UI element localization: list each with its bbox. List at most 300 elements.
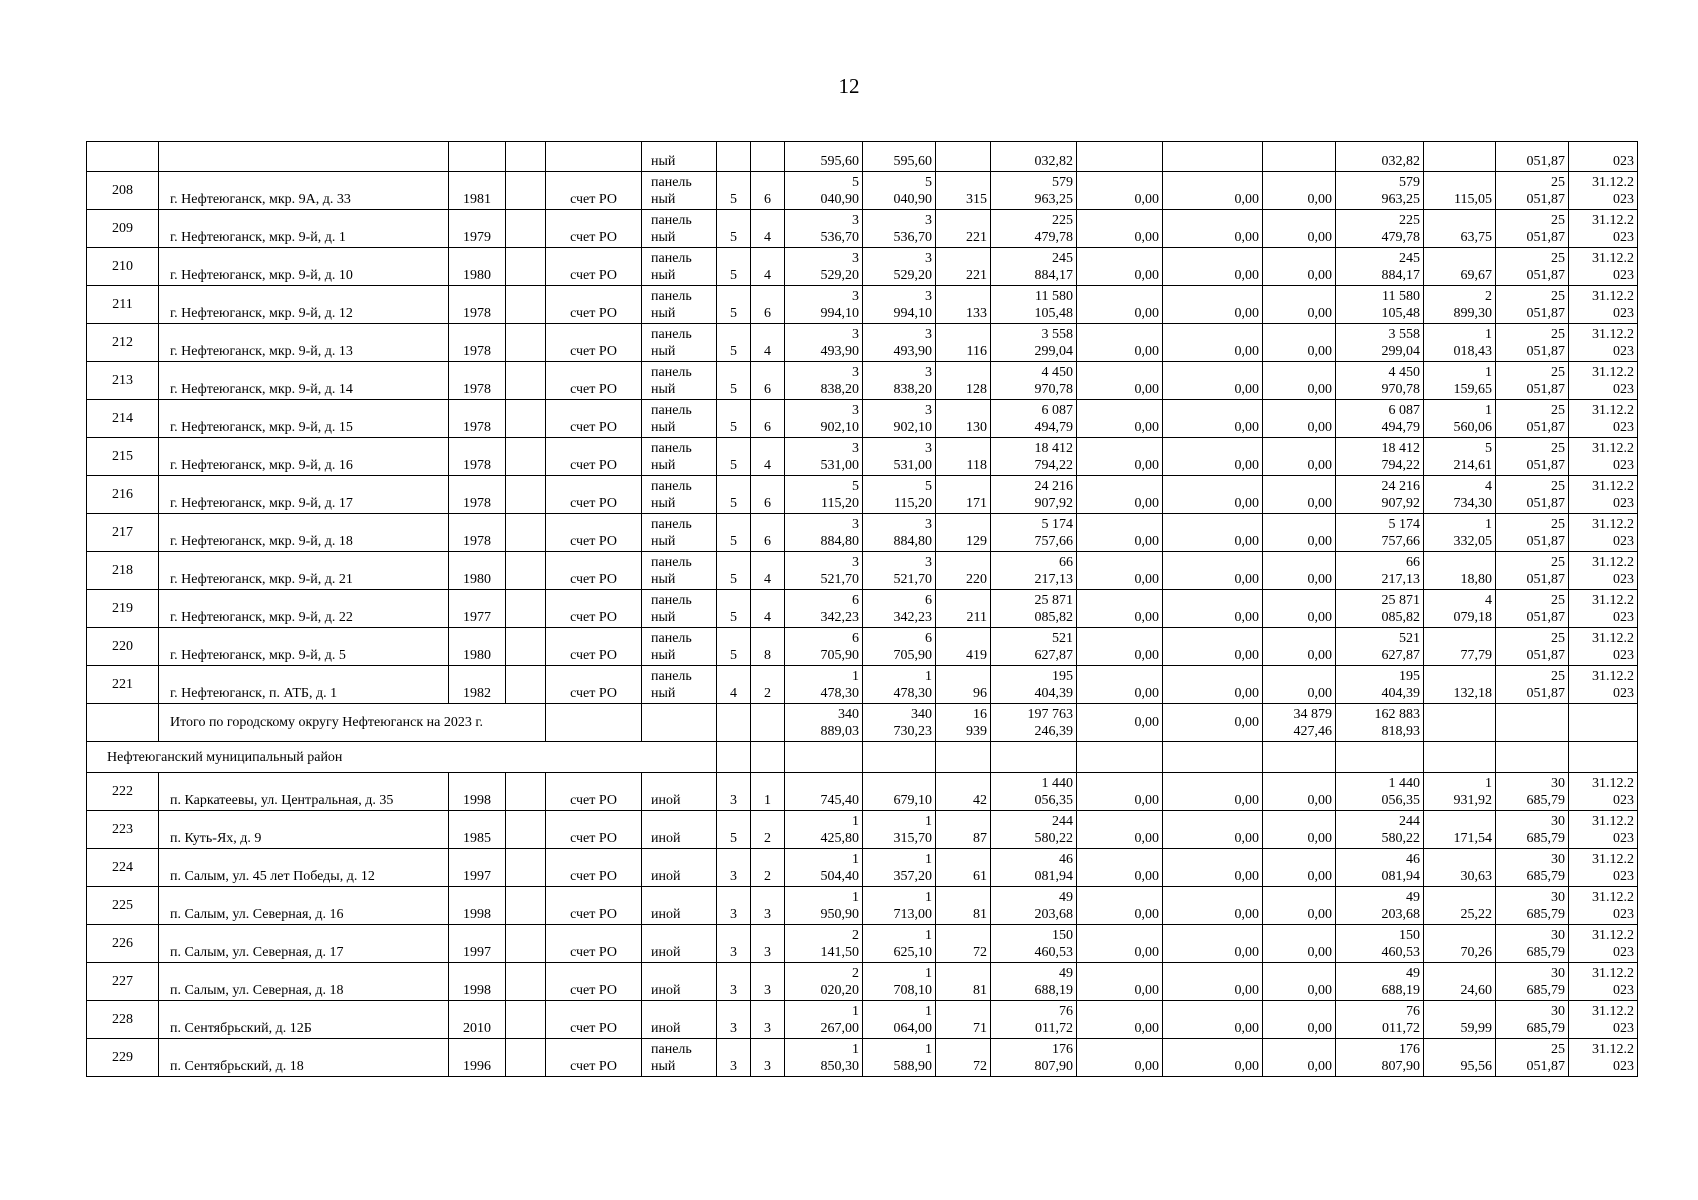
table-row	[87, 210, 1638, 248]
table-cell: 221	[936, 210, 991, 248]
table-cell: 4 079,18	[1424, 590, 1496, 628]
table-cell: п. Салым, ул. Северная, д. 17	[159, 925, 449, 963]
table-cell: 214	[87, 400, 159, 438]
table-cell: 5	[717, 590, 751, 628]
table-cell: 1980	[449, 628, 506, 666]
table-cell: панель ный	[642, 324, 717, 362]
table-cell: 3 531,00	[785, 438, 863, 476]
table-cell: 24 216 907,92	[1336, 476, 1424, 514]
table-cell: 30 685,79	[1496, 1001, 1569, 1039]
table-cell: 3 521,70	[863, 552, 936, 590]
table-cell: 128	[936, 362, 991, 400]
table-cell: 0,00	[1263, 438, 1336, 476]
table-cell: 0,00	[1163, 400, 1263, 438]
table-cell: 31.12.2 023	[1569, 438, 1638, 476]
table-cell: 1 440 056,35	[991, 773, 1077, 811]
table-cell: 221	[936, 248, 991, 286]
table-cell: 0,00	[1263, 1001, 1336, 1039]
table-cell: 3	[717, 887, 751, 925]
table-cell: 1 357,20	[863, 849, 936, 887]
table-cell: 1981	[449, 172, 506, 210]
table-cell: 0,00	[1077, 1001, 1163, 1039]
table-cell: г. Нефтеюганск, мкр. 9-й, д. 5	[159, 628, 449, 666]
table-cell: панель ный	[642, 362, 717, 400]
table-cell	[87, 142, 159, 172]
table-cell: 1978	[449, 400, 506, 438]
table-row	[87, 476, 1638, 514]
table-cell: иной	[642, 963, 717, 1001]
table-cell: 31.12.2 023	[1569, 849, 1638, 887]
table-cell: 3 994,10	[785, 286, 863, 324]
table-cell: 225	[87, 887, 159, 925]
table-row	[87, 925, 1638, 963]
table-cell	[1424, 704, 1496, 742]
section-title: Нефтеюганский муниципальный район	[87, 742, 717, 773]
table-cell: 5 040,90	[785, 172, 863, 210]
table-cell: 228	[87, 1001, 159, 1039]
table-cell: счет РО	[546, 963, 642, 1001]
table-cell: 245 884,17	[991, 248, 1077, 286]
table-cell	[87, 704, 159, 742]
table-cell: панель ный	[642, 1039, 717, 1077]
table-cell: 0,00	[1077, 887, 1163, 925]
table-cell: 595,60	[863, 142, 936, 172]
table-cell: 18 412 794,22	[1336, 438, 1424, 476]
table-cell: 4	[751, 552, 785, 590]
table-cell: 211	[87, 286, 159, 324]
table-cell: 0,00	[1077, 400, 1163, 438]
table-cell: 30 685,79	[1496, 811, 1569, 849]
table-cell: счет РО	[546, 210, 642, 248]
table-cell: 132,18	[1424, 666, 1496, 704]
table-cell: 72	[936, 1039, 991, 1077]
table-cell: 5	[717, 248, 751, 286]
table-cell: 46 081,94	[991, 849, 1077, 887]
table-cell: 244 580,22	[991, 811, 1077, 849]
table-cell: 4 450 970,78	[1336, 362, 1424, 400]
table-cell: 0,00	[1263, 666, 1336, 704]
table-cell: п. Салым, ул. Северная, д. 16	[159, 887, 449, 925]
table-cell	[506, 666, 546, 704]
table-cell: 0,00	[1263, 925, 1336, 963]
table-cell: 220	[87, 628, 159, 666]
table-cell: 3	[717, 849, 751, 887]
table-cell: 25 871 085,82	[991, 590, 1077, 628]
table-cell: г. Нефтеюганск, мкр. 9-й, д. 18	[159, 514, 449, 552]
total-row	[87, 704, 1638, 742]
table-cell: 31.12.2 023	[1569, 172, 1638, 210]
table-cell: 49 688,19	[1336, 963, 1424, 1001]
table-cell: 171,54	[1424, 811, 1496, 849]
table-cell: панель ный	[642, 628, 717, 666]
table-cell	[1077, 142, 1163, 172]
table-cell: 24 216 907,92	[991, 476, 1077, 514]
table-cell: 0,00	[1077, 811, 1163, 849]
table-cell: 0,00	[1077, 248, 1163, 286]
table-cell: 0,00	[1077, 773, 1163, 811]
table-cell: 59,99	[1424, 1001, 1496, 1039]
table-cell: 0,00	[1263, 811, 1336, 849]
table-cell: иной	[642, 887, 717, 925]
table-cell: иной	[642, 849, 717, 887]
table-cell: 032,82	[1336, 142, 1424, 172]
table-cell: 3 531,00	[863, 438, 936, 476]
table-cell: 25 051,87	[1496, 552, 1569, 590]
table-cell: 3	[751, 1001, 785, 1039]
table-cell: 1997	[449, 925, 506, 963]
table-cell: 2	[751, 666, 785, 704]
table-cell: п. Салым, ул. 45 лет Победы, д. 12	[159, 849, 449, 887]
table-cell: 8	[751, 628, 785, 666]
table-cell: панель ный	[642, 590, 717, 628]
table-cell: 31.12.2 023	[1569, 248, 1638, 286]
table-cell: 61	[936, 849, 991, 887]
table-cell: 3 521,70	[785, 552, 863, 590]
table-cell: 0,00	[1077, 849, 1163, 887]
table-cell: п. Салым, ул. Северная, д. 18	[159, 963, 449, 1001]
table-cell: 31.12.2 023	[1569, 286, 1638, 324]
table-row	[87, 1039, 1638, 1077]
table-cell: счет РО	[546, 552, 642, 590]
table-cell: 162 883 818,93	[1336, 704, 1424, 742]
table-cell: 745,40	[785, 773, 863, 811]
table-cell: г. Нефтеюганск, мкр. 9-й, д. 12	[159, 286, 449, 324]
table-cell: 76 011,72	[1336, 1001, 1424, 1039]
table-cell: 5	[717, 324, 751, 362]
table-cell: 5	[717, 628, 751, 666]
table-cell: счет РО	[546, 773, 642, 811]
table-cell: 3	[717, 1039, 751, 1077]
table-cell	[1263, 142, 1336, 172]
table-cell: г. Нефтеюганск, мкр. 9-й, д. 22	[159, 590, 449, 628]
table-cell: 5	[717, 552, 751, 590]
table-cell: 5	[717, 400, 751, 438]
table-cell: 150 460,53	[1336, 925, 1424, 963]
table-cell: 115,05	[1424, 172, 1496, 210]
table-cell: 1978	[449, 476, 506, 514]
table-cell: 224	[87, 849, 159, 887]
table-cell: 215	[87, 438, 159, 476]
table-cell: 0,00	[1163, 887, 1263, 925]
table-cell: счет РО	[546, 286, 642, 324]
table-cell: п. Куть-Ях, д. 9	[159, 811, 449, 849]
table-cell: панель ный	[642, 172, 717, 210]
table-row	[87, 963, 1638, 1001]
table-cell: 1998	[449, 887, 506, 925]
table-cell	[506, 438, 546, 476]
table-cell: счет РО	[546, 628, 642, 666]
table-cell: 70,26	[1424, 925, 1496, 963]
table-cell	[1569, 704, 1638, 742]
table-cell: счет РО	[546, 925, 642, 963]
table-cell: 210	[87, 248, 159, 286]
table-cell: г. Нефтеюганск, мкр. 9-й, д. 16	[159, 438, 449, 476]
table-cell: 129	[936, 514, 991, 552]
table-cell: 76 011,72	[991, 1001, 1077, 1039]
table-cell: 49 688,19	[991, 963, 1077, 1001]
table-cell: 0,00	[1163, 1001, 1263, 1039]
table-cell: 0,00	[1163, 811, 1263, 849]
table-cell	[506, 773, 546, 811]
table-cell: 3 902,10	[785, 400, 863, 438]
table-cell: 5 174 757,66	[991, 514, 1077, 552]
table-cell: 25 051,87	[1496, 514, 1569, 552]
table-cell: 3 838,20	[785, 362, 863, 400]
table-cell: 1 064,00	[863, 1001, 936, 1039]
table-cell: иной	[642, 1001, 717, 1039]
table-cell: 0,00	[1077, 925, 1163, 963]
table-cell: 6	[751, 172, 785, 210]
table-cell: 6	[751, 514, 785, 552]
table-cell: счет РО	[546, 400, 642, 438]
table-cell: панель ный	[642, 552, 717, 590]
table-cell: 171	[936, 476, 991, 514]
table-cell: 1 588,90	[863, 1039, 936, 1077]
table-cell: 4	[751, 590, 785, 628]
table-cell: панель ный	[642, 248, 717, 286]
table-cell: 133	[936, 286, 991, 324]
table-cell	[506, 172, 546, 210]
table-cell: 226	[87, 925, 159, 963]
table-cell: 1998	[449, 963, 506, 1001]
table-cell: 218	[87, 552, 159, 590]
table-cell: 1 267,00	[785, 1001, 863, 1039]
table-cell: 3	[751, 963, 785, 1001]
table-cell	[506, 514, 546, 552]
table-cell: 25 051,87	[1496, 172, 1569, 210]
table-cell: 72	[936, 925, 991, 963]
table-cell: 1978	[449, 514, 506, 552]
table-cell: 25 051,87	[1496, 628, 1569, 666]
table-cell	[506, 887, 546, 925]
table-cell: 3	[717, 925, 751, 963]
table-cell: 5 040,90	[863, 172, 936, 210]
table-cell: 1978	[449, 324, 506, 362]
table-cell: 579 963,25	[991, 172, 1077, 210]
table-cell	[449, 142, 506, 172]
table-row	[87, 1001, 1638, 1039]
table-cell: 5	[717, 286, 751, 324]
table-cell: 0,00	[1163, 552, 1263, 590]
table-cell: счет РО	[546, 362, 642, 400]
table-cell: 69,67	[1424, 248, 1496, 286]
table-cell: 4	[751, 210, 785, 248]
table-cell: 81	[936, 887, 991, 925]
table-cell: г. Нефтеюганск, п. АТБ, д. 1	[159, 666, 449, 704]
table-cell: г. Нефтеюганск, мкр. 9-й, д. 10	[159, 248, 449, 286]
table-cell: 679,10	[863, 773, 936, 811]
table-cell: 2 141,50	[785, 925, 863, 963]
table-cell: 176 807,90	[1336, 1039, 1424, 1077]
table-cell: 212	[87, 324, 159, 362]
table-cell: 0,00	[1263, 286, 1336, 324]
table-cell: 46 081,94	[1336, 849, 1424, 887]
table-cell: 0,00	[1263, 324, 1336, 362]
table-cell: 1 850,30	[785, 1039, 863, 1077]
table-cell: 0,00	[1263, 963, 1336, 1001]
table-cell: 31.12.2 023	[1569, 887, 1638, 925]
table-cell	[506, 362, 546, 400]
table-cell: 195 404,39	[991, 666, 1077, 704]
table-cell: г. Нефтеюганск, мкр. 9-й, д. 14	[159, 362, 449, 400]
table-cell: 31.12.2 023	[1569, 552, 1638, 590]
table-cell	[506, 476, 546, 514]
table-cell: 25 051,87	[1496, 400, 1569, 438]
table-cell: 2 899,30	[1424, 286, 1496, 324]
table-cell: п. Сентябрьский, д. 12Б	[159, 1001, 449, 1039]
table-row	[87, 362, 1638, 400]
table-cell: 0,00	[1263, 887, 1336, 925]
table-cell: 130	[936, 400, 991, 438]
table-cell: 1980	[449, 248, 506, 286]
table-row	[87, 248, 1638, 286]
table-cell: 315	[936, 172, 991, 210]
table-cell: 3 536,70	[785, 210, 863, 248]
table-cell	[785, 742, 863, 773]
table-cell: 30 685,79	[1496, 963, 1569, 1001]
table-cell: счет РО	[546, 324, 642, 362]
table-cell: 30,63	[1424, 849, 1496, 887]
table-cell	[506, 1039, 546, 1077]
table-cell: 1 713,00	[863, 887, 936, 925]
table-cell: 340 889,03	[785, 704, 863, 742]
table-cell: 0,00	[1077, 704, 1163, 742]
table-cell: 3 902,10	[863, 400, 936, 438]
table-cell: 1 950,90	[785, 887, 863, 925]
table-cell: 3 493,90	[785, 324, 863, 362]
table-row	[87, 628, 1638, 666]
table-cell: 1 708,10	[863, 963, 936, 1001]
table-cell	[546, 142, 642, 172]
table-cell: 5 214,61	[1424, 438, 1496, 476]
table-cell: 30 685,79	[1496, 849, 1569, 887]
page-number: 12	[838, 74, 860, 98]
table-cell: 0,00	[1077, 963, 1163, 1001]
table-cell: 31.12.2 023	[1569, 476, 1638, 514]
table-cell: 1 315,70	[863, 811, 936, 849]
table-cell: 31.12.2 023	[1569, 628, 1638, 666]
table-cell: 2 020,20	[785, 963, 863, 1001]
table-cell: 216	[87, 476, 159, 514]
table-cell: 1978	[449, 438, 506, 476]
table-cell: 6	[751, 362, 785, 400]
table-cell	[1424, 142, 1496, 172]
table-cell: 5 115,20	[785, 476, 863, 514]
table-cell: панель ный	[642, 438, 717, 476]
table-cell: 3 884,80	[863, 514, 936, 552]
table-cell: 6	[751, 400, 785, 438]
table-cell: 96	[936, 666, 991, 704]
table-cell: 221	[87, 666, 159, 704]
table-row	[87, 811, 1638, 849]
table-cell: 0,00	[1263, 628, 1336, 666]
table-cell	[506, 963, 546, 1001]
table-cell: 4	[751, 438, 785, 476]
table-cell	[863, 742, 936, 773]
table-cell: 0,00	[1263, 362, 1336, 400]
table-cell: 0,00	[1263, 590, 1336, 628]
table-cell: 3	[717, 773, 751, 811]
table-cell: 49 203,68	[1336, 887, 1424, 925]
table-cell: 0,00	[1163, 963, 1263, 1001]
table-cell	[717, 142, 751, 172]
table-cell	[506, 590, 546, 628]
table-cell: 25 051,87	[1496, 286, 1569, 324]
table-cell	[751, 704, 785, 742]
table-cell: 209	[87, 210, 159, 248]
table-cell: 3 838,20	[863, 362, 936, 400]
table-cell: 31.12.2 023	[1569, 400, 1638, 438]
table-cell: 34 879 427,46	[1263, 704, 1336, 742]
table-cell: ный	[642, 142, 717, 172]
table-cell: 3 536,70	[863, 210, 936, 248]
table-cell: 0,00	[1163, 362, 1263, 400]
table-cell: 3	[717, 963, 751, 1001]
table-cell	[1336, 742, 1424, 773]
table-cell: 25 051,87	[1496, 362, 1569, 400]
table-cell: 217	[87, 514, 159, 552]
table-cell: 25 051,87	[1496, 248, 1569, 286]
table-cell: 3 994,10	[863, 286, 936, 324]
table-cell: 0,00	[1163, 590, 1263, 628]
table-cell: счет РО	[546, 248, 642, 286]
table-cell: 1978	[449, 286, 506, 324]
table-cell: 0,00	[1163, 666, 1263, 704]
table-cell: 11 580 105,48	[991, 286, 1077, 324]
table-cell: 31.12.2 023	[1569, 514, 1638, 552]
table-cell: 4	[751, 248, 785, 286]
table-cell: 31.12.2 023	[1569, 963, 1638, 1001]
table-cell: 1 560,06	[1424, 400, 1496, 438]
table-row	[87, 324, 1638, 362]
table-cell	[936, 142, 991, 172]
table-cell: 0,00	[1163, 773, 1263, 811]
table-cell: 31.12.2 023	[1569, 590, 1638, 628]
table-cell: 5	[717, 476, 751, 514]
table-cell: 0,00	[1077, 438, 1163, 476]
table-cell: 340 730,23	[863, 704, 936, 742]
table-cell: 0,00	[1163, 628, 1263, 666]
table-cell: 11 580 105,48	[1336, 286, 1424, 324]
table-cell: 0,00	[1263, 400, 1336, 438]
table-cell: счет РО	[546, 1001, 642, 1039]
table-cell: 1 425,80	[785, 811, 863, 849]
table-cell: 5	[717, 438, 751, 476]
table-cell: 225 479,78	[991, 210, 1077, 248]
table-cell: 6 342,23	[863, 590, 936, 628]
table-cell: 5 115,20	[863, 476, 936, 514]
table-cell: 0,00	[1263, 248, 1336, 286]
table-cell: панель ный	[642, 210, 717, 248]
table-cell	[506, 248, 546, 286]
table-body	[87, 142, 1638, 1077]
table-row	[87, 400, 1638, 438]
table-cell: 6 342,23	[785, 590, 863, 628]
table-cell: 0,00	[1163, 324, 1263, 362]
table-cell: 0,00	[1077, 210, 1163, 248]
table-cell: 5	[717, 811, 751, 849]
table-cell	[1569, 742, 1638, 773]
table-cell: 4	[717, 666, 751, 704]
table-cell: 0,00	[1263, 773, 1336, 811]
table-cell: 244 580,22	[1336, 811, 1424, 849]
table-cell: счет РО	[546, 476, 642, 514]
table-cell: 95,56	[1424, 1039, 1496, 1077]
table-cell: 3	[751, 925, 785, 963]
table-cell: 051,87	[1496, 142, 1569, 172]
table-cell: 176 807,90	[991, 1039, 1077, 1077]
table-cell: 0,00	[1163, 476, 1263, 514]
